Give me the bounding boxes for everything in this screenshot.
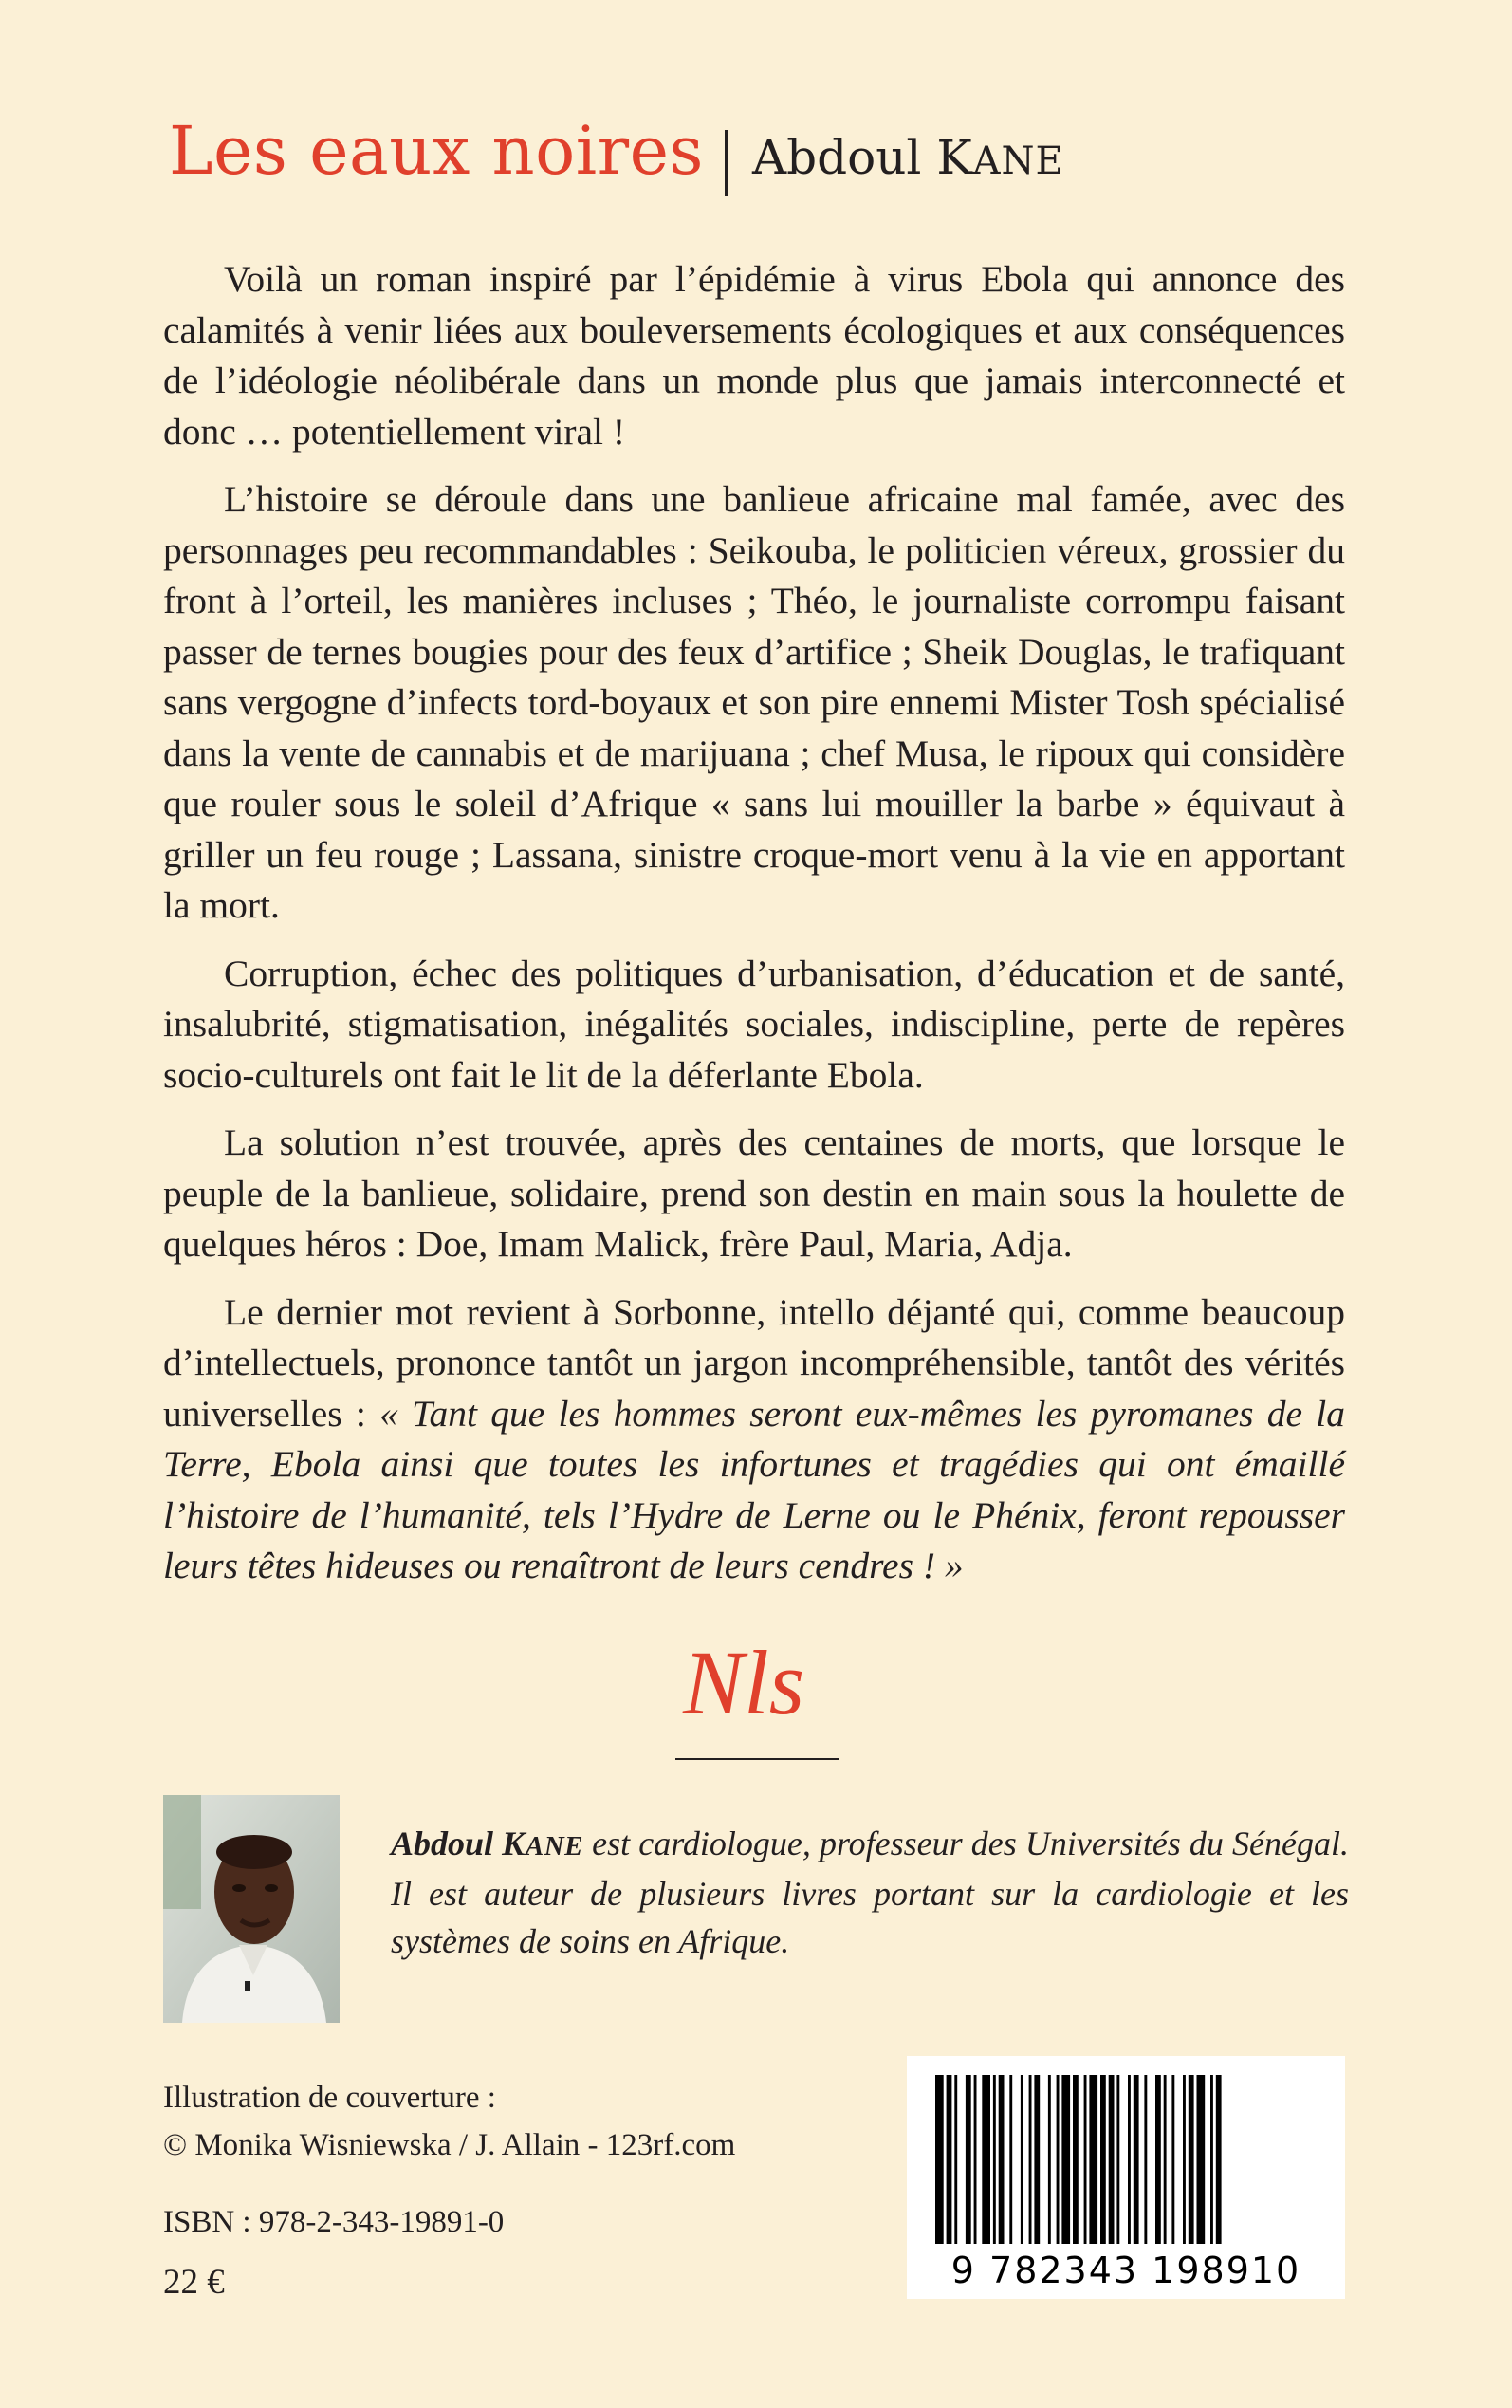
barcode-bar — [1073, 2075, 1079, 2244]
bio-text: est cardiologue, professeur des Universités du Sénégal. Il est auteur de plusieurs livres portant sur la cardiologie et les systèmes de soins en Afrique. — [391, 1825, 1350, 1960]
synopsis-paragraph: Voilà un roman inspiré par l’épidémie à virus Ebola qui annonce des calamités à venir liées aux bouleversements écologiques et aux conséquences de l’idéologie néolibérale dans un monde plus que jamais interconnecté et donc … potentiellement viral ! — [163, 258, 1345, 453]
barcode-bar — [1084, 2075, 1087, 2244]
synopsis-paragraph: L’histoire se déroule dans une banlieue africaine mal famée, avec des personnages peu recommandables : Seikouba, le politicien véreux, grossier du front à l’orteil, les manières incluses ; Théo, le journaliste corrompu faisant passer de ternes bougies pour des feux d’artifice ; Sheik Douglas, le trafiquant sans vergogne d’infects tord-boyaux et son pire ennemi Mister Tosh spécialisé dans la vente de cannabis et de marijuana ; chef Musa, le ripoux qui considère que rouler sous le soleil d’Afrique « sans lui mouiller la barbe » équivaut à griller un feu rouge ; Lassana, sinistre croque-mort venu à la vie en apportant la mort. — [163, 478, 1345, 926]
barcode-bar — [1210, 2075, 1213, 2244]
barcode-bar — [1171, 2075, 1174, 2244]
barcode-bar — [1048, 2075, 1051, 2244]
credit-line-2: © Monika Wisniewska / J. Allain - 123rf.com — [163, 2128, 736, 2162]
publisher-logo: Nls — [683, 1632, 805, 1733]
barcode-bar — [954, 2075, 957, 2244]
isbn: ISBN : 978-2-343-19891-0 — [163, 2205, 505, 2239]
book-title: Les eaux noires — [169, 112, 704, 190]
barcode-bar — [974, 2075, 977, 2244]
synopsis-paragraph-final — [163, 1287, 1345, 1592]
illustration-credit — [163, 2074, 735, 2169]
barcode-bar — [1155, 2075, 1161, 2244]
title-separator — [725, 130, 728, 196]
barcode-bar — [993, 2075, 996, 2244]
barcode-bar — [1057, 2075, 1060, 2244]
logo-divider — [675, 1758, 839, 1760]
author-name — [752, 130, 1064, 185]
barcode-bar — [982, 2075, 990, 2244]
barcode-bar — [1197, 2075, 1206, 2244]
header — [169, 112, 1064, 207]
barcode-bar — [935, 2075, 944, 2244]
barcode — [907, 2056, 1345, 2299]
barcode-bar — [947, 2075, 952, 2244]
barcode-bar — [1134, 2075, 1139, 2244]
barcode-bar — [1164, 2075, 1167, 2244]
author-portrait-image — [163, 1795, 340, 2023]
barcode-bar — [966, 2075, 971, 2244]
author-last-name: KANE — [936, 130, 1064, 185]
barcode-bar — [999, 2075, 1005, 2244]
synopsis-paragraph: La solution n’est trouvée, après des centaines de morts, que lorsque le peuple de la banlieue, solidaire, prend son destin en main sous la houlette de quelques héros : Doe, Imam Malick, frère Paul, Maria, Adja. — [163, 1121, 1345, 1265]
synopsis — [163, 254, 1345, 1609]
bio-author-name — [391, 1825, 583, 1862]
author-first-name: Abdoul — [751, 130, 922, 185]
price: 22 € — [163, 2263, 225, 2302]
bio-first-name: Abdoul — [391, 1825, 494, 1862]
barcode-digits: 9 782343 198910 — [950, 2250, 1301, 2291]
barcode-bar — [1183, 2075, 1186, 2244]
barcode-bar — [1061, 2075, 1070, 2244]
credit-line-1: Illustration de couverture : — [163, 2081, 496, 2115]
barcode-bar — [1021, 2075, 1023, 2244]
barcode-bar — [1100, 2075, 1106, 2244]
author-photo — [163, 1795, 340, 2023]
barcode-bar — [1034, 2075, 1040, 2244]
barcode-bar — [1009, 2075, 1012, 2244]
barcode-bar — [1109, 2075, 1115, 2244]
barcode-bar — [1189, 2075, 1194, 2244]
synopsis-paragraph: Corruption, échec des politiques d’urbanisation, d’éducation et de santé, insalubrité, stigmatisation, inégalités sociales, indiscipline, perte de repères socio-culturels ont fait le lit de la déferlante Ebola. — [163, 952, 1345, 1096]
barcode-bar — [1128, 2075, 1131, 2244]
barcode-bar — [1216, 2075, 1222, 2244]
barcode-bar — [1116, 2075, 1119, 2244]
final-quote: « Tant que les hommes seront eux-mêmes les pyromanes de la Terre, Ebola ainsi que toutes les infortunes et tragédies qui ont émaillé l’histoire de l’humanité, tels l’Hydre de Lerne ou le Phénix, feront repousser leurs têtes hideuses ou renaîtront de leurs cendres ! » — [163, 1392, 1345, 1586]
bio-last-name: KANE — [502, 1825, 583, 1862]
barcode-bar — [1089, 2075, 1097, 2244]
final-intro: Le dernier mot revient à Sorbonne, intello déjanté qui, comme beaucoup d’intellectuels, prononce tantôt un jargon incompréhensible, tantôt des vérités universelles : — [163, 1290, 1345, 1435]
barcode-bar — [1029, 2075, 1032, 2244]
barcode-bar — [1144, 2075, 1147, 2244]
author-bio — [391, 1820, 1349, 1965]
